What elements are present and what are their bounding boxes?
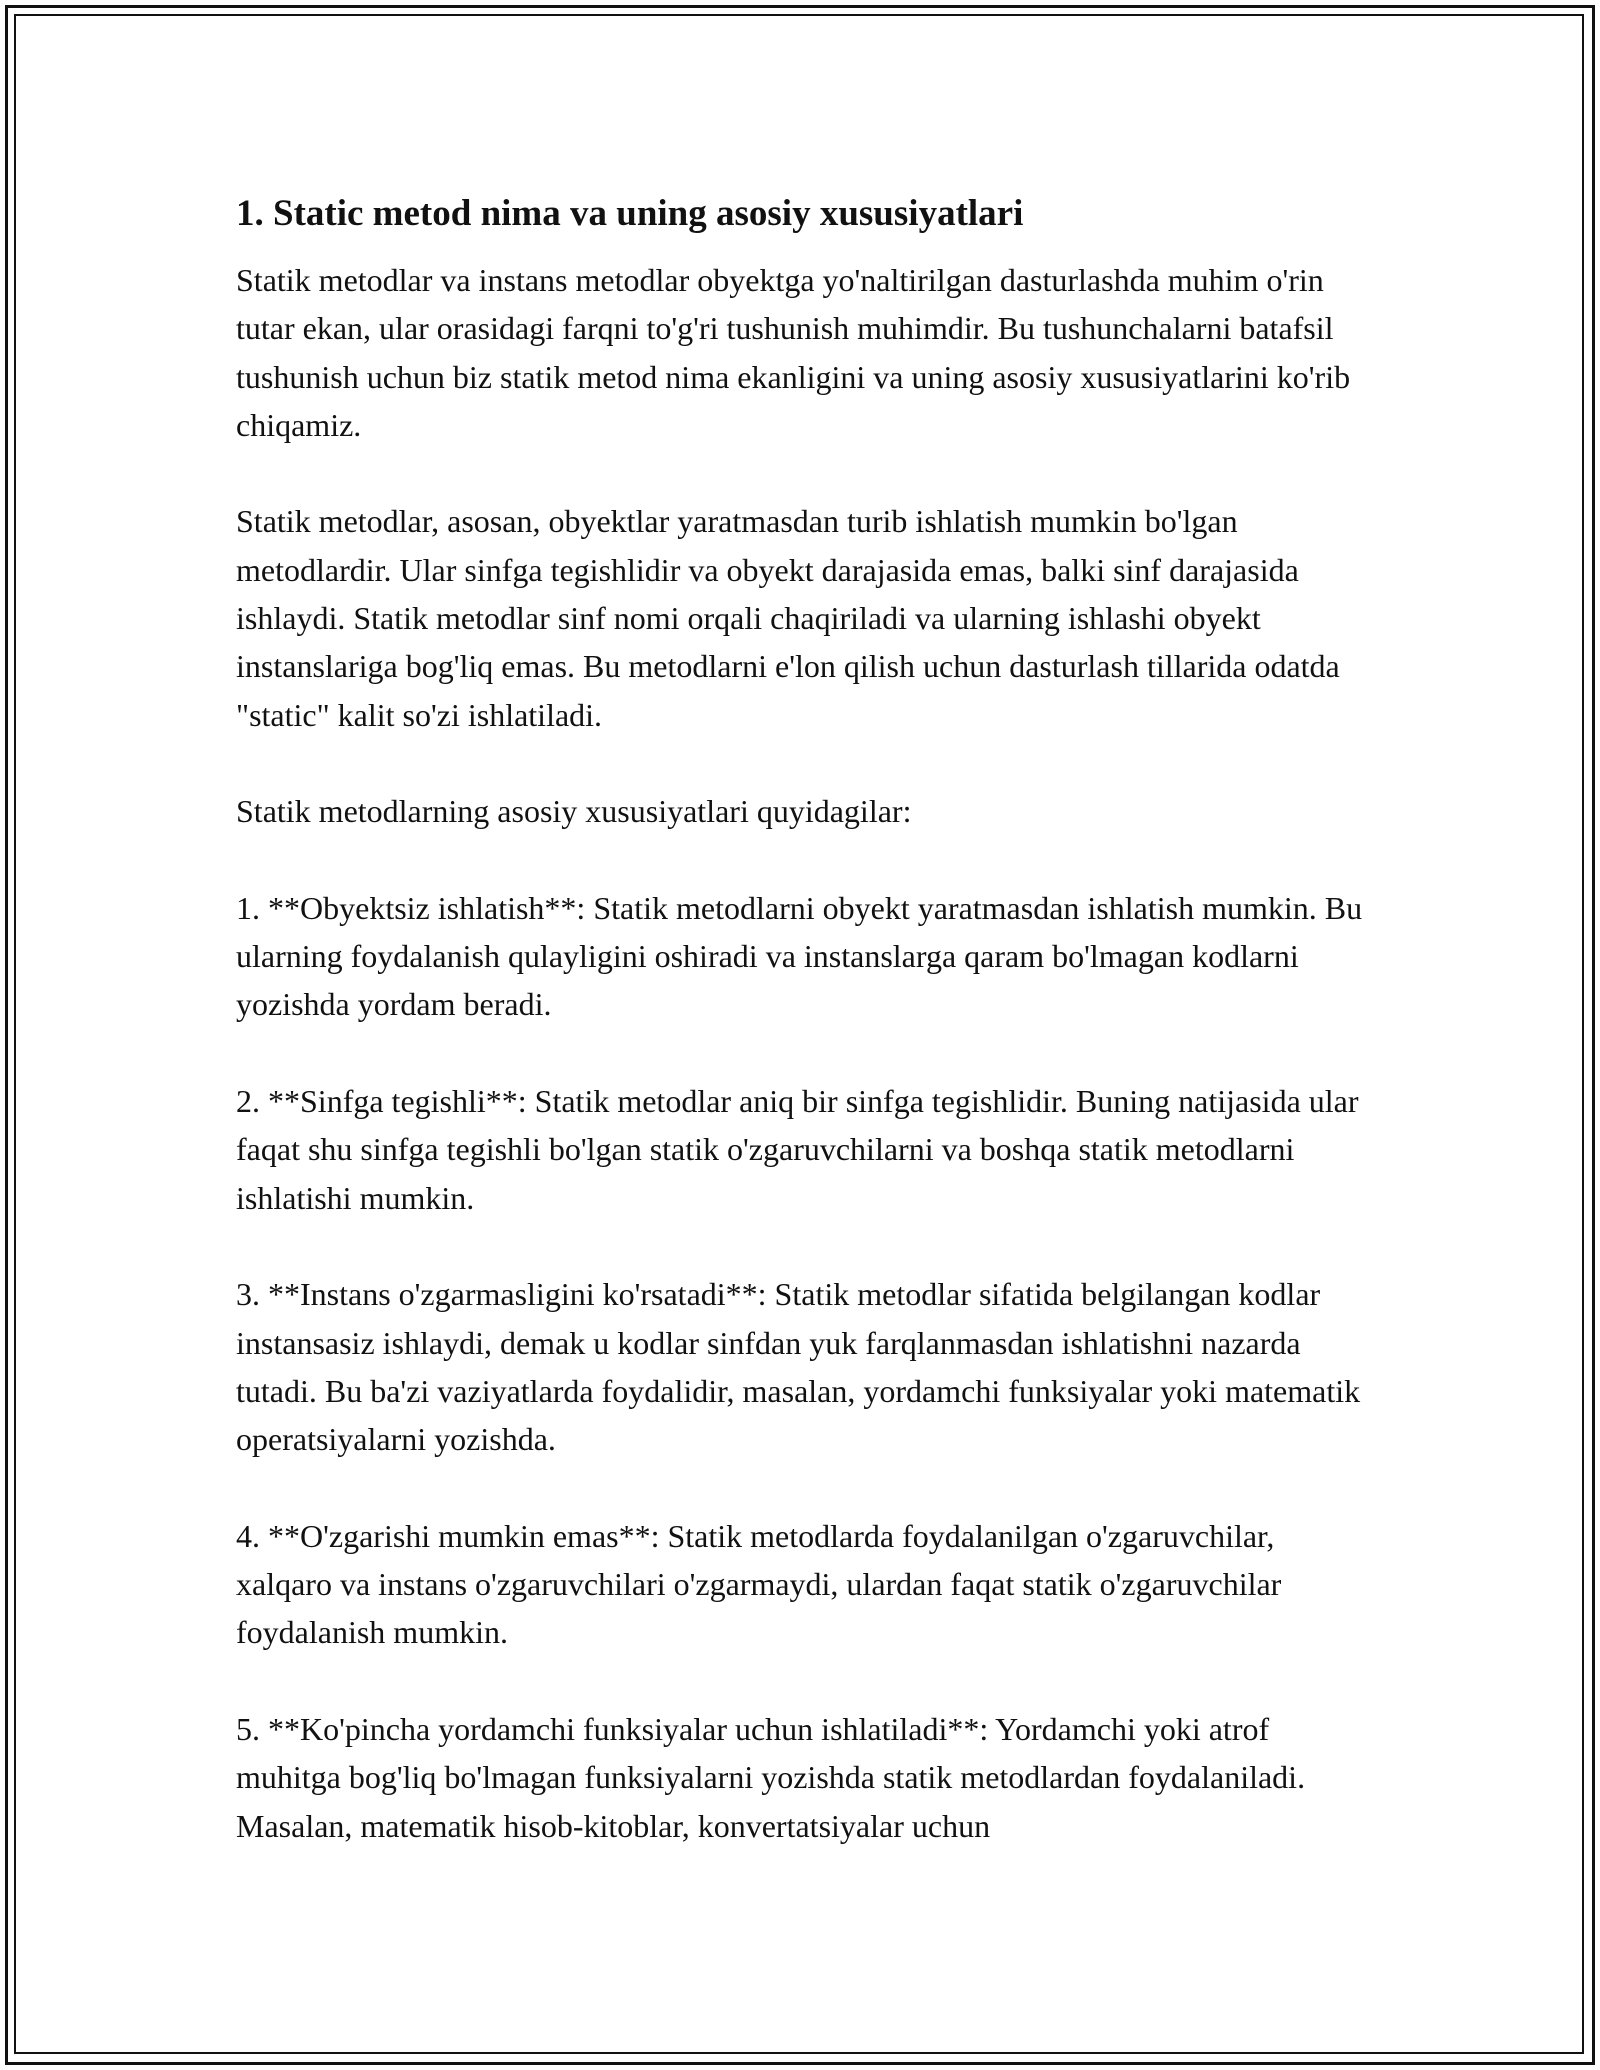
- list-item-1: 1. **Obyektsiz ishlatish**: Statik metodlarni obyekt yaratmasdan ishlatish mumkin. Bu ularning foydalanish qulayligini oshiradi va instanslarga qaram bo'lmagan kodlarni yozishda yordam beradi.: [236, 889, 1363, 1023]
- list-item-5: 5. **Ko'pincha yordamchi funksiyalar uchun ishlatiladi**: Yordamchi yoki atrof muhitga bog'liq bo'lmagan funksiyalarni yozishda statik metodlardan foydalaniladi. Masalan, matematik hisob-kitoblar, konvertatsiyalar uchun: [236, 1710, 1306, 1844]
- paragraph-features-lead: Statik metodlarning asosiy xususiyatlari quyidagilar:: [236, 793, 912, 830]
- paragraph-definition: Statik metodlar, asosan, obyektlar yaratmasdan turib ishlatish mumkin bo'lgan metodlardir. Ular sinfga tegishlidir va obyekt darajasida emas, balki sinf darajasida ishlaydi. Statik metodlar sinf nomi orqali chaqiriladi va ularning ishlashi obyekt instanslariga bog'liq emas. Bu metodlarni e'lon qilish uchun dasturlash tillarida odatda "static" kalit so'zi ishlatiladi.: [236, 503, 1340, 733]
- paragraph-intro: Statik metodlar va instans metodlar obyektga yo'naltirilgan dasturlashda muhim o'rin tutar ekan, ular orasidagi farqni to'g'ri tushunish muhimdir. Bu tushunchalarni batafsil tushunish uchun biz statik metod nima ekanligini va uning asosiy xususiyatlarini ko'rib chiqamiz.: [236, 262, 1351, 443]
- section-heading: 1. Static metod nima va uning asosiy xususiyatlari: [236, 193, 1024, 234]
- document-body: [236, 190, 1366, 1850]
- list-item-3: 3. **Instans o'zgarmasligini ko'rsatadi**: Statik metodlar sifatida belgilangan kodlar instansasiz ishlaydi, demak u kodlar sinfdan yuk farqlanmasdan ishlatishni nazarda tutadi. Bu ba'zi vaziyatlarda foydalidir, masalan, yordamchi funksiyalar yoki matematik operatsiyalarni yozishda.: [236, 1276, 1361, 1458]
- list-item-2: 2. **Sinfga tegishli**: Statik metodlar aniq bir sinfga tegishlidir. Buning natijasida ular faqat shu sinfga tegishli bo'lgan statik o'zgaruvchilarni va boshqa statik metodlarni ishlatishi mumkin.: [236, 1083, 1359, 1216]
- list-item-4: 4. **O'zgarishi mumkin emas**: Statik metodlarda foydalanilgan o'zgaruvchilar, xalqaro va instans o'zgaruvchilari o'zgarmaydi, ulardan faqat statik o'zgaruvchilar foydalanish mumkin.: [236, 1517, 1282, 1651]
